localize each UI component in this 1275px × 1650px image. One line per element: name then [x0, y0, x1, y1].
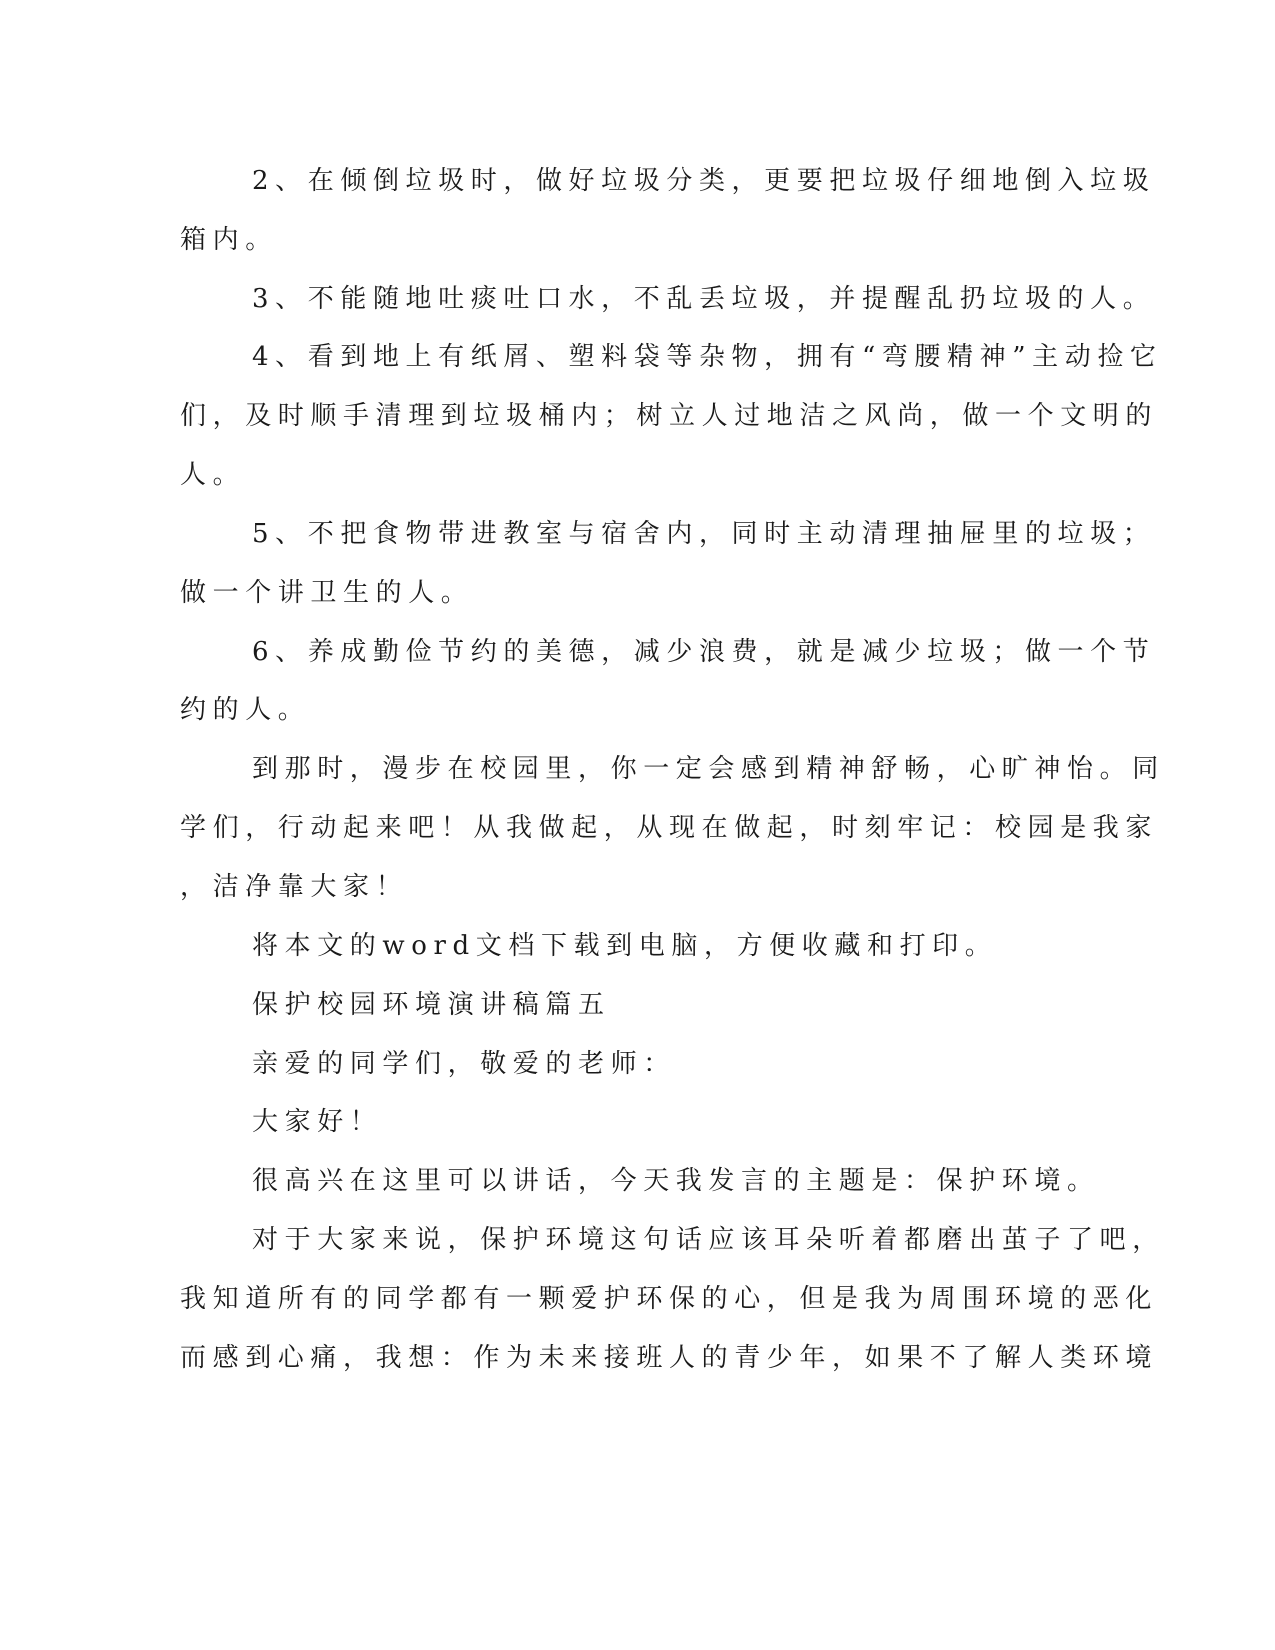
text-line: 箱内。 — [180, 225, 278, 255]
text-line: 学们，行动起来吧！从我做起，从现在做起，时刻牢记：校园是我家 — [180, 813, 1159, 843]
text-line: 们，及时顺手清理到垃圾桶内；树立人过地洁之风尚，做一个文明的 — [180, 401, 1159, 431]
text-line: ，洁净靠大家！ — [180, 872, 409, 902]
text-line: 5、不把食物带进教室与宿舍内，同时主动清理抽屉里的垃圾； — [252, 519, 1156, 549]
text-line: 我知道所有的同学都有一颗爱护环保的心，但是我为周围环境的恶化 — [180, 1284, 1159, 1314]
text-line: 6、养成勤俭节约的美德，减少浪费，就是减少垃圾；做一个节 — [252, 637, 1156, 667]
text-line: 2、在倾倒垃圾时，做好垃圾分类，更要把垃圾仔细地倒入垃圾 — [252, 166, 1156, 196]
salutation: 亲爱的同学们，敬爱的老师： — [252, 1049, 676, 1079]
text-line: 对于大家来说，保护环境这句话应该耳朵听着都磨出茧子了吧， — [252, 1225, 1165, 1255]
text-line: 将本文的word文档下载到电脑，方便收藏和打印。 — [252, 931, 998, 961]
text-line: 4、看到地上有纸屑、塑料袋等杂物，拥有“弯腰精神”主动捡它 — [252, 342, 1163, 372]
section-heading: 保护校园环境演讲稿篇五 — [252, 990, 611, 1020]
text-line: 到那时，漫步在校园里，你一定会感到精神舒畅，心旷神怡。同 — [252, 754, 1165, 784]
text-line: 而感到心痛，我想：作为未来接班人的青少年，如果不了解人类环境 — [180, 1343, 1159, 1373]
greeting: 大家好！ — [252, 1107, 383, 1137]
text-line: 很高兴在这里可以讲话，今天我发言的主题是：保护环境。 — [252, 1166, 1100, 1196]
text-line: 3、不能随地吐痰吐口水，不乱丢垃圾，并提醒乱扔垃圾的人。 — [252, 284, 1156, 314]
text-line: 约的人。 — [180, 695, 311, 725]
text-line: 人。 — [180, 460, 246, 490]
text-line: 做一个讲卫生的人。 — [180, 578, 474, 608]
